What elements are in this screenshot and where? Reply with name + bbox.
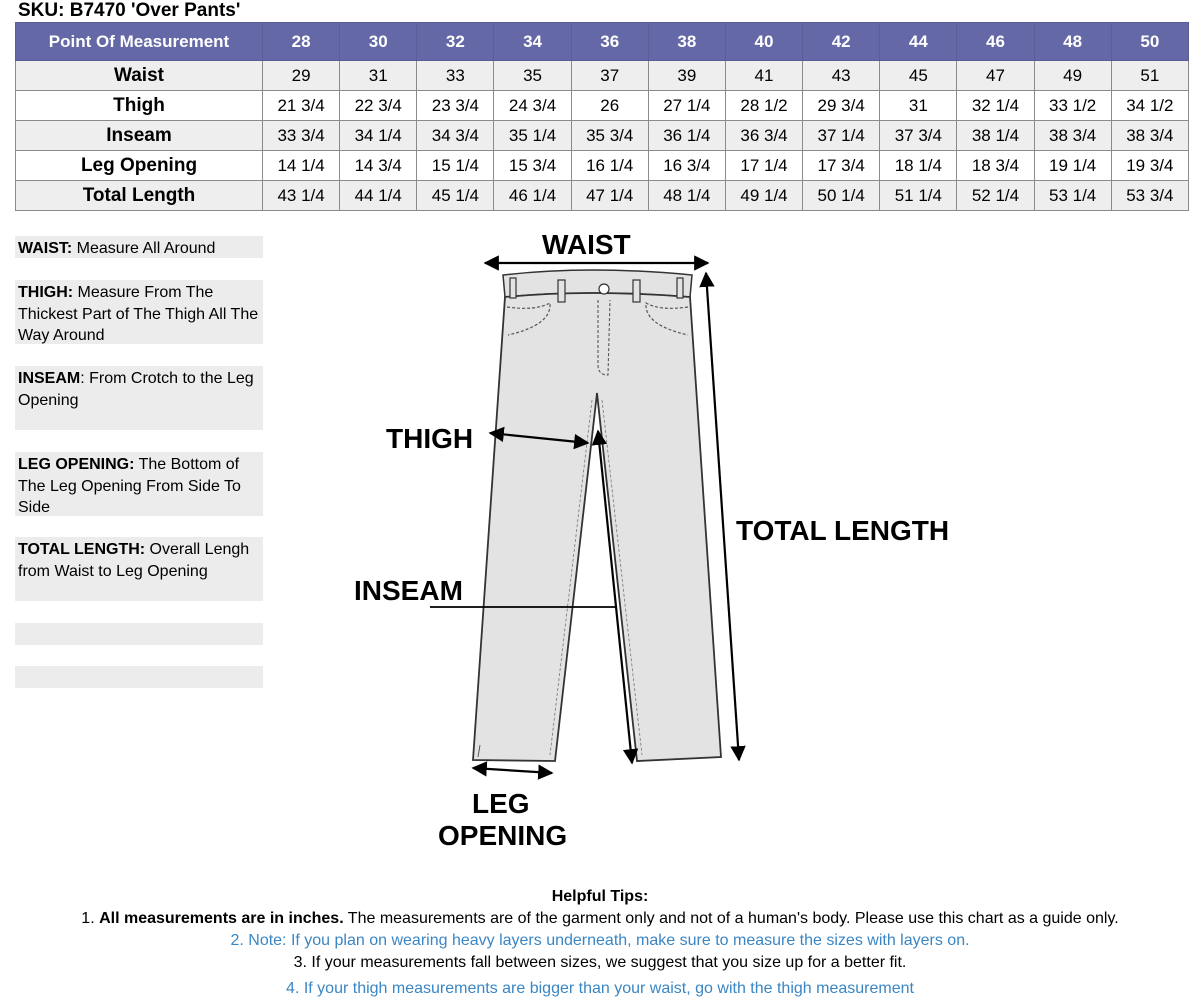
table-cell: 16 3/4 <box>648 151 725 181</box>
definition-text: The Bottom of The Leg Opening From Side To Side <box>18 456 241 516</box>
table-cell: 23 3/4 <box>417 91 494 121</box>
table-cell: 31 <box>880 91 957 121</box>
sku-title: SKU: B7470 'Over Pants' <box>18 0 241 21</box>
table-cell: 36 3/4 <box>725 121 802 151</box>
definition-thigh <box>15 280 263 344</box>
table-row <box>16 121 1189 151</box>
table-cell: 17 1/4 <box>725 151 802 181</box>
table-cell: 38 3/4 <box>1034 121 1111 151</box>
row-label: Inseam <box>16 121 263 151</box>
tip-1-prefix: 1. <box>81 910 100 927</box>
row-label: Total Length <box>16 181 263 211</box>
table-cell: 51 1/4 <box>880 181 957 211</box>
table-cell: 38 3/4 <box>1111 121 1188 151</box>
table-cell: 19 1/4 <box>1034 151 1111 181</box>
header-size: 48 <box>1034 23 1111 61</box>
definition-term: LEG OPENING: <box>18 456 135 473</box>
definition-term: INSEAM <box>18 370 81 387</box>
button-icon <box>599 284 609 294</box>
belt-loop <box>510 278 516 298</box>
table-cell: 34 1/4 <box>340 121 417 151</box>
definition-empty-row <box>15 666 263 688</box>
header-size: 28 <box>263 23 340 61</box>
table-cell: 35 <box>494 61 571 91</box>
table-cell: 34 1/2 <box>1111 91 1188 121</box>
definition-text: : From Crotch to the Leg Opening <box>18 370 254 409</box>
table-row <box>16 61 1189 91</box>
pants-icon <box>473 293 721 761</box>
table-cell: 22 3/4 <box>340 91 417 121</box>
table-cell: 34 3/4 <box>417 121 494 151</box>
table-row <box>16 181 1189 211</box>
header-size: 42 <box>803 23 880 61</box>
header-size: 44 <box>880 23 957 61</box>
table-cell: 16 1/4 <box>571 151 648 181</box>
header-size: 40 <box>725 23 802 61</box>
table-cell: 37 <box>571 61 648 91</box>
definition-term: TOTAL LENGTH: <box>18 541 146 558</box>
table-cell: 31 <box>340 61 417 91</box>
definition-inseam <box>15 366 263 430</box>
row-label: Waist <box>16 61 263 91</box>
table-cell: 41 <box>725 61 802 91</box>
table-cell: 15 3/4 <box>494 151 571 181</box>
tip-4: 4. If your thigh measurements are bigger than your waist, go with the thigh measurement <box>286 980 914 997</box>
definition-term: THIGH: <box>18 284 74 301</box>
table-cell: 33 1/2 <box>1034 91 1111 121</box>
diagram-label-opening: OPENING <box>438 820 568 851</box>
table-cell: 14 1/4 <box>263 151 340 181</box>
table-cell: 37 3/4 <box>880 121 957 151</box>
size-chart-table <box>15 22 1189 211</box>
header-size: 30 <box>340 23 417 61</box>
table-cell: 52 1/4 <box>957 181 1034 211</box>
leg-opening-arrow <box>473 768 552 773</box>
table-cell: 27 1/4 <box>648 91 725 121</box>
definition-text: Measure From The Thickest Part of The Thigh All The Way Around <box>18 284 259 344</box>
table-row <box>16 91 1189 121</box>
definition-empty-row <box>15 623 263 645</box>
table-row <box>16 151 1189 181</box>
table-cell: 44 1/4 <box>340 181 417 211</box>
definition-total-length <box>15 537 263 601</box>
table-cell: 38 1/4 <box>957 121 1034 151</box>
table-cell: 51 <box>1111 61 1188 91</box>
table-cell: 47 <box>957 61 1034 91</box>
table-cell: 36 1/4 <box>648 121 725 151</box>
diagram-label-total-length: TOTAL LENGTH <box>736 515 950 546</box>
table-cell: 32 1/4 <box>957 91 1034 121</box>
table-cell: 50 1/4 <box>803 181 880 211</box>
table-cell: 33 3/4 <box>263 121 340 151</box>
table-cell: 15 1/4 <box>417 151 494 181</box>
table-cell: 47 1/4 <box>571 181 648 211</box>
table-cell: 43 1/4 <box>263 181 340 211</box>
table-cell: 17 3/4 <box>803 151 880 181</box>
header-size: 38 <box>648 23 725 61</box>
table-cell: 49 1/4 <box>725 181 802 211</box>
table-cell: 24 3/4 <box>494 91 571 121</box>
helpful-tips <box>0 886 1200 1000</box>
table-cell: 33 <box>417 61 494 91</box>
table-cell: 28 1/2 <box>725 91 802 121</box>
header-size: 34 <box>494 23 571 61</box>
belt-loop <box>677 278 683 298</box>
row-label: Thigh <box>16 91 263 121</box>
definition-leg-opening <box>15 452 263 516</box>
header-size: 32 <box>417 23 494 61</box>
diagram-label-thigh: THIGH <box>386 423 474 454</box>
table-cell: 48 1/4 <box>648 181 725 211</box>
belt-loop <box>558 280 565 302</box>
diagram-label-leg: LEG <box>472 788 530 819</box>
table-cell: 45 1/4 <box>417 181 494 211</box>
tip-1-bold: All measurements are in inches. <box>99 910 344 927</box>
tip-2: 2. Note: If you plan on wearing heavy layers underneath, make sure to measure the sizes with layers on. <box>230 932 970 949</box>
definition-waist <box>15 236 263 258</box>
diagram-label-waist: WAIST <box>542 229 631 260</box>
tip-1-text: The measurements are of the garment only and not of a human's body. Please use this chart as a guide only. <box>343 910 1119 927</box>
tip-1 <box>0 908 1200 930</box>
table-cell: 53 1/4 <box>1034 181 1111 211</box>
header-size: 36 <box>571 23 648 61</box>
table-cell: 49 <box>1034 61 1111 91</box>
header-point-of-measurement: Point Of Measurement <box>16 23 263 61</box>
table-header-row <box>16 23 1189 61</box>
table-cell: 45 <box>880 61 957 91</box>
table-cell: 53 3/4 <box>1111 181 1188 211</box>
header-size: 46 <box>957 23 1034 61</box>
diagram-label-inseam: INSEAM <box>354 575 463 606</box>
table-cell: 18 3/4 <box>957 151 1034 181</box>
definition-text: Overall Lengh from Waist to Leg Opening <box>18 541 250 580</box>
table-body <box>16 61 1189 211</box>
table-cell: 21 3/4 <box>263 91 340 121</box>
table-cell: 39 <box>648 61 725 91</box>
table-cell: 35 3/4 <box>571 121 648 151</box>
table-cell: 37 1/4 <box>803 121 880 151</box>
table-cell: 18 1/4 <box>880 151 957 181</box>
row-label: Leg Opening <box>16 151 263 181</box>
header-size: 50 <box>1111 23 1188 61</box>
table-cell: 46 1/4 <box>494 181 571 211</box>
table-cell: 14 3/4 <box>340 151 417 181</box>
table-cell: 43 <box>803 61 880 91</box>
table-cell: 35 1/4 <box>494 121 571 151</box>
definition-term: WAIST: <box>18 240 73 257</box>
tip-3: 3. If your measurements fall between sizes, we suggest that you size up for a better fit. <box>293 954 907 971</box>
belt-loop <box>633 280 640 302</box>
table-cell: 29 3/4 <box>803 91 880 121</box>
table-cell: 29 <box>263 61 340 91</box>
table-cell: 19 3/4 <box>1111 151 1188 181</box>
tips-title: Helpful Tips: <box>551 888 649 905</box>
table-cell: 26 <box>571 91 648 121</box>
definition-text: Measure All Around <box>72 240 216 257</box>
